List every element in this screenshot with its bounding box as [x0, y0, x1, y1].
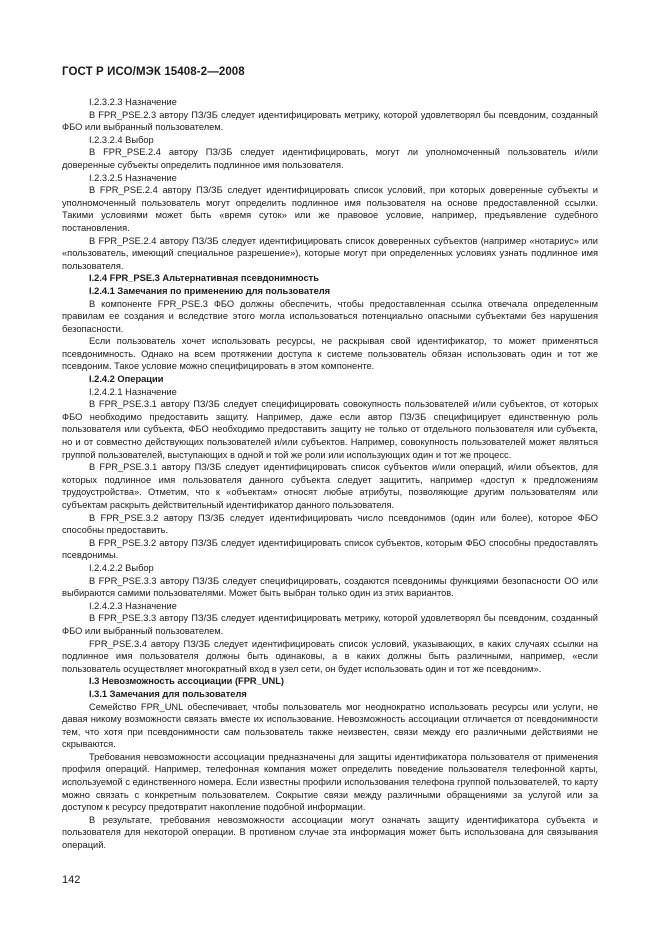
page-number: 142 [62, 874, 81, 886]
paragraph: В FPR_PSE.3.2 автору ПЗ/ЗБ следует идентифицировать список субъектов, которым ФБО способны предоставлять псевдонимы. [62, 537, 598, 561]
paragraph: В компоненте FPR_PSE.3 ФБО должны обеспечить, чтобы предоставленная ссылка отвечала определенным правилам ее создания и вследствие этого могла использоваться потенциально опасными субъектами без нарушения безопасности. [62, 298, 598, 334]
paragraph: I.2.4.2.1 Назначение [89, 386, 177, 397]
paragraph: Требования невозможности ассоциации предназначены для защиты идентификатора пользователя от применения профиля операций. Например, телефонная компания может определить поведение пользователя телефонной карты, используемой с единственного номера. Если известны профили использования телефона группой пользователей, то карту можно связать с конкретным пользователем. Сокрытие связи между различными обращениями за услугой или за доступом к ресурсу предотвратит накопление подобной информации. [62, 751, 598, 813]
paragraph: Семейство FPR_UNL обеспечивает, чтобы пользователь мог неоднократно использовать ресурсы или услуги, не давая никому возможности связать вместе их использование. Невозможность ассоциации отличается от псевдонимности тем, что хотя при псевдонимности сам пользователь также неизвестен, связи между его различными действиями не скрываются. [62, 701, 598, 750]
paragraph: В результате, требования невозможности ассоциации могут означать защиту идентификатора субъекта и пользователя для некоторой операции. В противном случае эта информация может быть использована для связывания операций. [62, 814, 598, 851]
paragraph: I.2.3.2.5 Назначение [89, 172, 177, 183]
paragraph: В FPR_PSE.3.1 автору ПЗ/ЗБ следует идентифицировать список субъектов и/или операций, и/или объектов, для которых подлинное имя пользователя данного субъекта следует защитить, например «доступ к предложениям трудоустройства». Отметим, что к «объектам» относят любые атрибуты, позволяющие другим пользователям или субъектам раскрыть действительный идентификатор данного пользователя. [62, 462, 598, 510]
page-header: ГОСТ Р ИСО/МЭК 15408-2—2008 [62, 66, 245, 78]
section-heading: I.2.4.2 Операции [89, 374, 164, 385]
paragraph: В FPR_PSE.2.3 автору ПЗ/ЗБ следует идентифицировать метрику, которой удовлетворял бы псевдоним, созданный ФБО или выбранный пользователем. [62, 109, 598, 133]
paragraph: В FPR_PSE.3.3 автору ПЗ/ЗБ следует специфицировать, создаются псевдонимы функциями безопасности ОО или выбираются самими пользователями. Может быть выбран только один из этих вариантов. [62, 575, 598, 599]
section-heading: I.2.4 FPR_PSE.3 Альтернативная псевдонимность [89, 273, 319, 284]
paragraph: I.2.3.2.4 Выбор [89, 134, 154, 145]
section-heading: I.3 Невозможность ассоциации (FPR_UNL) [89, 676, 285, 687]
section-heading: I.2.4.1 Замечания по применению для пользователя [89, 285, 331, 296]
paragraph: I.2.4.2.2 Выбор [89, 562, 154, 573]
paragraph: В FPR_PSE.3.3 автору ПЗ/ЗБ следует идентифицировать метрику, которой удовлетворял бы псевдоним, созданный ФБО или выбранный пользователем. [62, 613, 598, 636]
paragraph: В FPR_PSE.2.4 автору ПЗ/ЗБ следует идентифицировать список условий, при которых доверенные субъекты и уполномоченный пользователь могут определить подлинное имя пользователя на основе предоставленной ссылки. Такими условиями может быть «время суток» или же правовое условие, например, предъявление судебного постановления. [62, 185, 598, 233]
paragraph: Если пользователь хочет использовать ресурсы, не раскрывая свой идентификатор, то может применяться псевдонимность. Однако на всем протяжении доступа к системе пользователь обязан использовать один и тот же псевдоним. Такое условие можно специфицировать в этом компоненте. [62, 336, 598, 372]
paragraph: В FPR_PSE.2.4 автору ПЗ/ЗБ следует идентифицировать список доверенных субъектов (например «нотариус» или «пользователь, имеющий специальное разрешение»), которые могут при определенных условиях узнать подлинное имя пользователя. [62, 235, 598, 271]
paragraph: В FPR_PSE.3.2 автору ПЗ/ЗБ следует идентифицировать число псевдонимов (один или более), которое ФБО способны предоставить. [62, 512, 598, 536]
paragraph: I.2.4.2.3 Назначение [89, 600, 177, 611]
paragraph: В FPR_PSE.2.4 автору ПЗ/ЗБ следует идентифицировать, могут ли уполномоченный пользователь и/или доверенные субъекты определить подлинное имя пользователя. [62, 147, 598, 170]
paragraph: В FPR_PSE.3.1 автору ПЗ/ЗБ следует специфицировать совокупность пользователей и/или субъектов, от которых ФБО необходимо предоставить защиту. Например, даже если автор ПЗ/ЗБ специфицирует единственную роль пользователя или субъекта, ФБО необходимо предоставить защиту не только от отдельного пользователя или субъекта, но и от совместно действующих пользователей и/или субъектов. Например, совокупность пользователей может являться группой пользователей, выступающих в одной и той же роли или использующих один и тот же процесс. [62, 399, 598, 460]
paragraph: I.2.3.2.3 Назначение [89, 97, 177, 107]
section-heading: I.3.1 Замечания для пользователя [89, 688, 247, 699]
paragraph: FPR_PSE.3.4 автору ПЗ/ЗБ следует идентифицировать список условий, указывающих, в каких случаях ссылки на подлинное имя пользователя должны быть одинаковы, а в каких должны быть различными, например, «если пользователь осуществляет многократный вход в узел сети, он будет использовать один и тот же псевдоним». [62, 638, 598, 674]
body-text [62, 96, 598, 852]
